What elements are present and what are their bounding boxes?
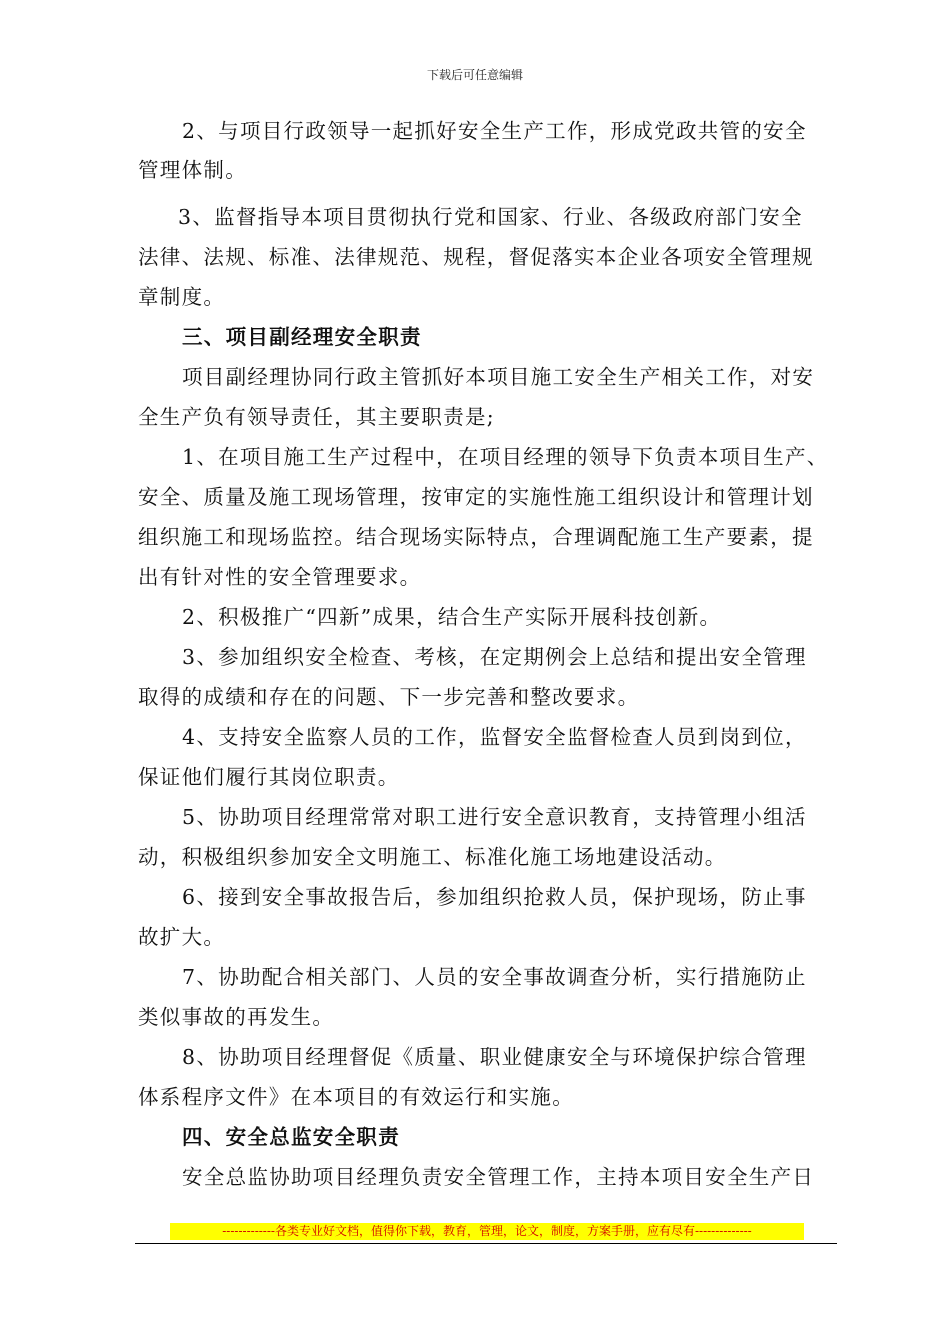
paragraph-line: 管理体制。	[138, 158, 247, 182]
paragraph-line: 安全总监协助项目经理负责安全管理工作，主持本项目安全生产日	[182, 1165, 815, 1189]
paragraph-line: 组织施工和现场监控。结合现场实际特点，合理调配施工生产要素，提	[138, 525, 814, 549]
paragraph-line: 5、协助项目经理常常对职工进行安全意识教育，支持管理小组活	[182, 805, 807, 829]
paragraph-line: 7、协助配合相关部门、人员的安全事故调查分析，实行措施防止	[182, 965, 807, 989]
paragraph-line: 故扩大。	[138, 925, 226, 949]
paragraph-line: 2、积极推广“四新”成果，结合生产实际开展科技创新。	[182, 605, 722, 629]
paragraph-line: 4、支持安全监察人员的工作，监督安全监督检查人员到岗到位，	[182, 725, 807, 749]
paragraph-line: 法律、法规、标准、法律规范、规程，督促落实本企业各项安全管理规	[138, 245, 814, 269]
paragraph-line: 2、与项目行政领导一起抓好安全生产工作，形成党政共管的安全	[182, 119, 807, 143]
paragraph-line: 3、监督指导本项目贯彻执行党和国家、行业、各级政府部门安全	[178, 205, 803, 229]
paragraph-line: 保证他们履行其岗位职责。	[138, 765, 400, 789]
paragraph-line: 取得的成绩和存在的问题、下一步完善和整改要求。	[138, 685, 640, 709]
paragraph-line: 全生产负有领导责任，其主要职责是;	[138, 405, 496, 429]
section-heading: 四、安全总监安全职责	[182, 1125, 400, 1149]
paragraph-line: 3、参加组织安全检查、考核，在定期例会上总结和提出安全管理	[182, 645, 807, 669]
paragraph-line: 安全、质量及施工现场管理，按审定的实施性施工组织设计和管理计划	[138, 485, 814, 509]
paragraph-line: 6、接到安全事故报告后，参加组织抢救人员，保护现场，防止事	[182, 885, 807, 909]
paragraph-line: 1、在项目施工生产过程中，在项目经理的领导下负责本项目生产、	[182, 445, 829, 469]
footer-divider	[135, 1243, 837, 1244]
paragraph-line: 项目副经理协同行政主管抓好本项目施工安全生产相关工作，对安	[182, 365, 815, 389]
page-header: 下载后可任意编辑	[426, 68, 523, 82]
footer-banner: -------------各类专业好文档，值得你下载，教育，管理，论文，制度，方案手册，应有尽有--------------	[170, 1223, 804, 1240]
paragraph-line: 动，积极组织参加安全文明施工、标准化施工场地建设活动。	[138, 845, 727, 869]
paragraph-line: 类似事故的再发生。	[138, 1005, 335, 1029]
section-heading: 三、项目副经理安全职责	[182, 325, 422, 349]
paragraph-line: 体系程序文件》在本项目的有效运行和实施。	[138, 1085, 574, 1109]
paragraph-line: 章制度。	[138, 285, 226, 309]
paragraph-line: 8、协助项目经理督促《质量、职业健康安全与环境保护综合管理	[182, 1045, 807, 1069]
paragraph-line: 出有针对性的安全管理要求。	[138, 565, 422, 589]
